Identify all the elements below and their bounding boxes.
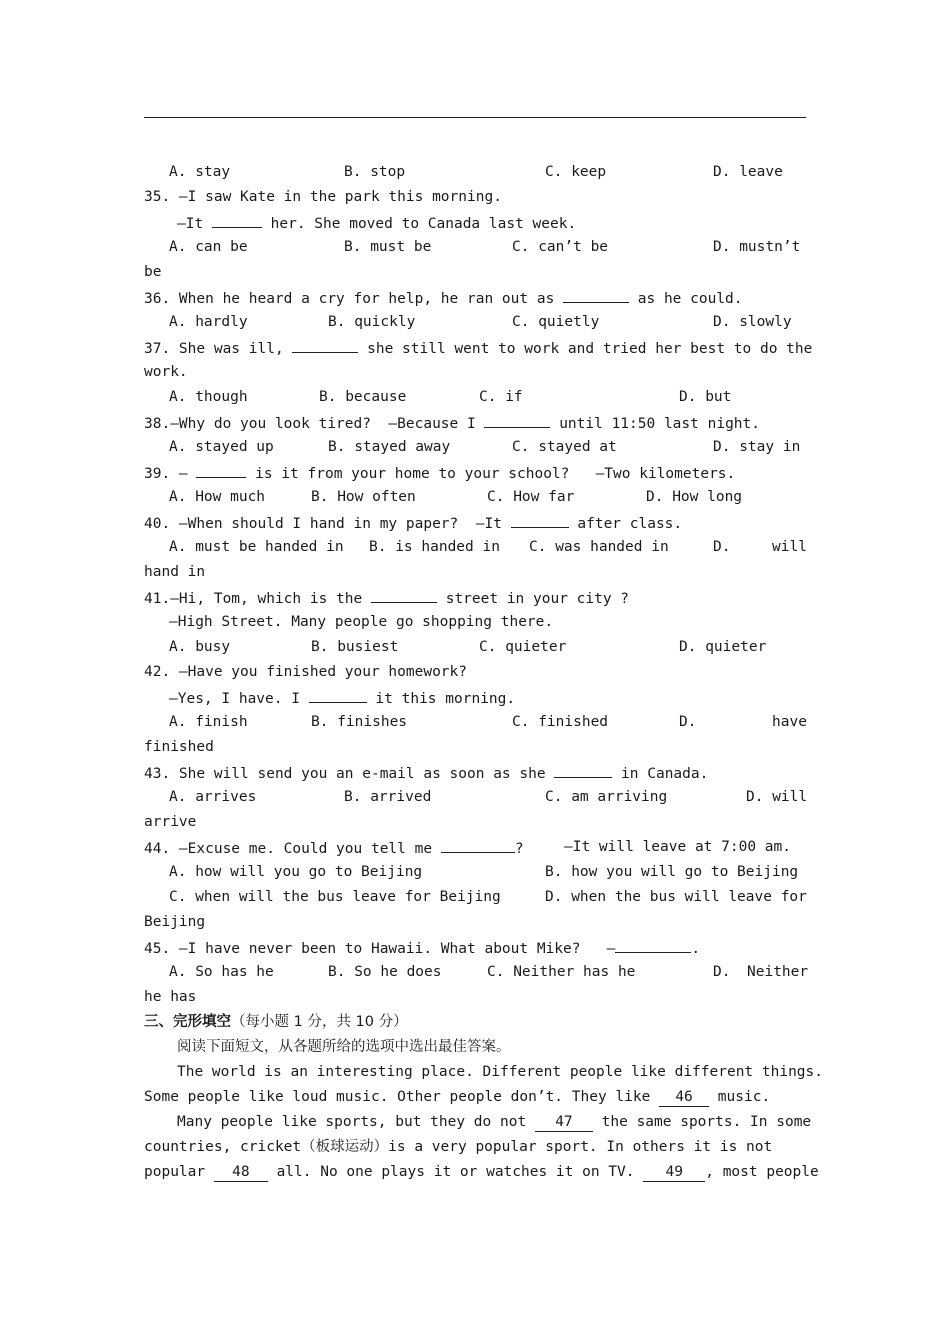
option-a: A. busy bbox=[169, 639, 231, 655]
option-a: A. stay bbox=[169, 164, 231, 180]
option-d-text: have bbox=[772, 714, 807, 730]
option-a: A. finish bbox=[169, 714, 248, 730]
q35-stem: 35. —I saw Kate in the park this morning. bbox=[144, 189, 502, 205]
option-d: D. but bbox=[679, 389, 732, 405]
option-a: A. how will you go to Beijing bbox=[169, 864, 423, 880]
q36-stem: 36. When he heard a cry for help, he ran out as as he could. bbox=[144, 285, 806, 310]
answer-blank bbox=[511, 510, 569, 528]
q35-wrap: be bbox=[144, 264, 162, 280]
q44-wrap: Beijing bbox=[144, 914, 206, 930]
q38-options bbox=[169, 435, 831, 460]
q42-wrap: finished bbox=[144, 739, 214, 755]
cloze-blank-46: 46 bbox=[659, 1089, 709, 1107]
option-d-text: Neither bbox=[747, 964, 809, 980]
q39-stem: 39. — is it from your home to your school? —Two kilometers. bbox=[144, 460, 806, 485]
q39-options bbox=[169, 485, 831, 510]
answer-blank bbox=[484, 410, 550, 428]
cloze-blank-49: 49 bbox=[643, 1164, 705, 1182]
q37-options bbox=[169, 385, 831, 410]
option-c: C. How far bbox=[487, 489, 575, 505]
q44-reply: —It will leave at 7:00 am. bbox=[564, 839, 791, 855]
q35-stem-2: —It her. She moved to Canada last week. bbox=[177, 210, 839, 235]
q41-stem: 41.—Hi, Tom, which is the street in your city ? bbox=[144, 585, 806, 610]
option-d-text: will bbox=[772, 539, 807, 555]
option-c: C. can’t be bbox=[512, 239, 609, 255]
option-c: C. quieter bbox=[479, 639, 567, 655]
option-a: A. can be bbox=[169, 239, 248, 255]
answer-blank bbox=[371, 585, 437, 603]
option-a: A. though bbox=[169, 389, 248, 405]
q44-options-cd bbox=[169, 885, 831, 910]
option-d: D. slowly bbox=[713, 314, 792, 330]
answer-blank bbox=[615, 935, 691, 953]
answer-blank bbox=[196, 460, 246, 478]
option-c: C. if bbox=[479, 389, 523, 405]
option-c: C. am arriving bbox=[545, 789, 668, 805]
option-c: C. quietly bbox=[512, 314, 600, 330]
option-a: A. hardly bbox=[169, 314, 248, 330]
answer-blank bbox=[212, 210, 262, 228]
q45-stem: 45. —I have never been to Hawaii. What about Mike? — . bbox=[144, 935, 806, 960]
option-b: B. How often bbox=[311, 489, 416, 505]
option-c: C. finished bbox=[512, 714, 609, 730]
q43-stem: 43. She will send you an e-mail as soon as she in Canada. bbox=[144, 760, 806, 785]
option-d: D. when the bus will leave for bbox=[545, 889, 807, 905]
option-a: A. arrives bbox=[169, 789, 257, 805]
q42-stem-2: —Yes, I have. I it this morning. bbox=[169, 685, 831, 710]
answer-blank bbox=[554, 760, 612, 778]
option-b: B. finishes bbox=[311, 714, 408, 730]
option-a: A. must be handed in bbox=[169, 539, 344, 555]
q45-wrap: he has bbox=[144, 989, 197, 1005]
option-c: C. when will the bus leave for Beijing bbox=[169, 889, 501, 905]
option-c: C. keep bbox=[545, 164, 607, 180]
option-b: B. how you will go to Beijing bbox=[545, 864, 799, 880]
q41-options bbox=[169, 635, 831, 660]
q42-options bbox=[169, 710, 831, 735]
q40-stem: 40. —When should I hand in my paper? —It after class. bbox=[144, 510, 806, 535]
answer-blank bbox=[292, 335, 358, 353]
q44-stem: 44. —Excuse me. Could you tell me ? —It will leave at 7:00 am. bbox=[144, 835, 806, 860]
q45-options bbox=[169, 960, 831, 985]
q41-stem-2: —High Street. Many people go shopping there. bbox=[169, 614, 554, 630]
option-b: B. arrived bbox=[344, 789, 432, 805]
option-d: D. mustn’t bbox=[713, 239, 801, 255]
option-d: D. bbox=[713, 964, 731, 980]
option-b: B. because bbox=[319, 389, 407, 405]
option-d: D. bbox=[713, 539, 731, 555]
option-b: B. So he does bbox=[328, 964, 442, 980]
q40-options bbox=[169, 535, 831, 560]
header-rule bbox=[144, 117, 806, 118]
option-b: B. quickly bbox=[328, 314, 416, 330]
option-b: B. stayed away bbox=[328, 439, 451, 455]
q37-wrap: work. bbox=[144, 364, 188, 380]
option-c: C. stayed at bbox=[512, 439, 617, 455]
option-d: D. leave bbox=[713, 164, 783, 180]
option-a: A. stayed up bbox=[169, 439, 274, 455]
option-c: C. was handed in bbox=[529, 539, 669, 555]
option-a: A. How much bbox=[169, 489, 266, 505]
answer-blank bbox=[563, 285, 629, 303]
option-d: D. will bbox=[746, 789, 808, 805]
q43-options bbox=[169, 785, 831, 810]
q35-options bbox=[169, 235, 831, 260]
option-d: D. stay in bbox=[713, 439, 801, 455]
section-instruction: 阅读下面短文，从各题所给的选项中选出最佳答案。 bbox=[177, 1039, 511, 1055]
option-d: D. How long bbox=[646, 489, 743, 505]
option-d: D. quieter bbox=[679, 639, 767, 655]
passage-line: popular 48 all. No one plays it or watches it on TV. 49 , most people bbox=[144, 1164, 819, 1180]
q44-options-ab bbox=[169, 860, 831, 885]
answer-blank bbox=[441, 835, 515, 853]
q37-stem: 37. She was ill, she still went to work and tried her best to do the bbox=[144, 335, 806, 360]
cloze-blank-47: 47 bbox=[535, 1114, 593, 1132]
section-heading: 三、完形填空（每小题 1 分，共 10 分） bbox=[144, 1014, 408, 1030]
passage-line: Some people like loud music. Other people don’t. They like 46 music. bbox=[144, 1089, 771, 1105]
option-b: B. must be bbox=[344, 239, 432, 255]
passage-line: countries, cricket（板球运动）is a very popular sport. In others it is not bbox=[144, 1139, 773, 1155]
q36-options bbox=[169, 310, 831, 335]
q43-wrap: arrive bbox=[144, 814, 197, 830]
option-b: B. is handed in bbox=[369, 539, 500, 555]
option-c: C. Neither has he bbox=[487, 964, 636, 980]
option-a: A. So has he bbox=[169, 964, 274, 980]
option-b: B. stop bbox=[344, 164, 406, 180]
option-b: B. busiest bbox=[311, 639, 399, 655]
answer-blank bbox=[309, 685, 367, 703]
q38-stem: 38.—Why do you look tired? —Because I until 11:50 last night. bbox=[144, 410, 806, 435]
q42-stem: 42. —Have you finished your homework? bbox=[144, 664, 468, 680]
passage-line: Many people like sports, but they do not 47 the same sports. In some bbox=[177, 1114, 812, 1130]
cloze-blank-48: 48 bbox=[214, 1164, 268, 1182]
q40-wrap: hand in bbox=[144, 564, 206, 580]
option-d: D. bbox=[679, 714, 697, 730]
q34-options bbox=[169, 160, 831, 185]
passage-line: The world is an interesting place. Different people like different things. bbox=[177, 1064, 824, 1080]
